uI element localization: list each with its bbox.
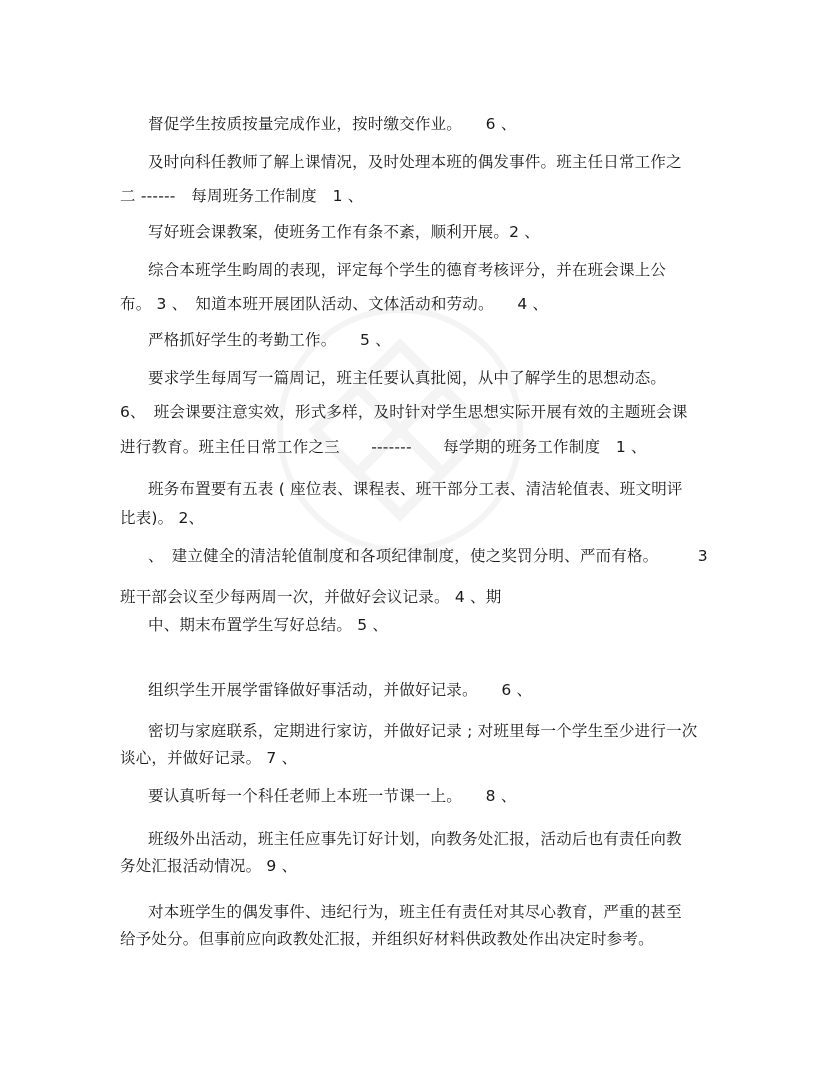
text-line: 中、期末布置学生写好总结。 5 、 — [148, 616, 389, 634]
text-line: 对本班学生的偶发事件、违纪行为，班主任有责任对其尽心教育，严重的甚至 — [148, 903, 682, 921]
text-line: 给予处分。但事前应向政教处汇报，并组织好材料供政教处作出决定时参考。 — [120, 930, 654, 948]
text-line: 要求学生每周写一篇周记，班主任要认真批阅，从中了解学生的思想动态。 — [148, 369, 667, 387]
text-line: 密切与家庭联系，定期进行家访，并做好记录 ; 对班里每一个学生至少进行一次 — [148, 722, 698, 740]
text-line: 班务布置要有五表 ( 座位表、课程表、班干部分工表、清洁轮值表、班文明评 — [148, 480, 683, 498]
text-line: 综合本班学生畇周的表现，评定每个学生的德育考核评分，并在班会课上公 — [148, 261, 667, 279]
text-line: 组织学生开展学雷锋做好事活动，并做好记录。 6 、 — [148, 681, 533, 699]
text-line: 班级外出活动，班主任应事先订好计划，向教务处汇报，活动后也有责任向教 — [148, 830, 682, 848]
text-line: 谈心，并做好记录。 7 、 — [120, 749, 298, 767]
text-line: 班干部会议至少每两周一次，并做好会议记录。 4 、期 — [120, 588, 502, 606]
text-line: 务处汇报活动情况。 9 、 — [120, 857, 298, 875]
text-line: 比表)。 2、 — [120, 509, 205, 527]
text-line: 及时向科任教师了解上课情况，及时处理本班的偶发事件。班主任日常工作之 — [148, 153, 682, 171]
text-line: 写好班会课教案，使班务工作有条不紊，顺利开展。2 、 — [148, 223, 540, 241]
text-line: 二 ------ 每周班务工作制度 1 、 — [120, 187, 364, 205]
text-line: 严格抓好学生的考勤工作。 5 、 — [148, 331, 391, 349]
text-line: 布。 3 、 知道本班开展团队活动、文体活动和劳动。 4 、 — [120, 295, 549, 313]
text-line: 、 建立健全的清洁轮值制度和各项纪律制度，使之奖罚分明、严而有格。 3 — [148, 547, 708, 565]
text-line: 6、 班会课要注意实效，形式多样，及时针对学生思想实际开展有效的主题班会课 — [120, 403, 688, 421]
text-line: 进行教育。班主任日常工作之三 ------- 每学期的班务工作制度 1 、 — [120, 438, 647, 456]
text-line: 要认真听每一个科任老师上本班一节课一上。 8 、 — [148, 787, 517, 805]
text-line: 督促学生按质按量完成作业，按时缴交作业。 6 、 — [148, 115, 517, 133]
